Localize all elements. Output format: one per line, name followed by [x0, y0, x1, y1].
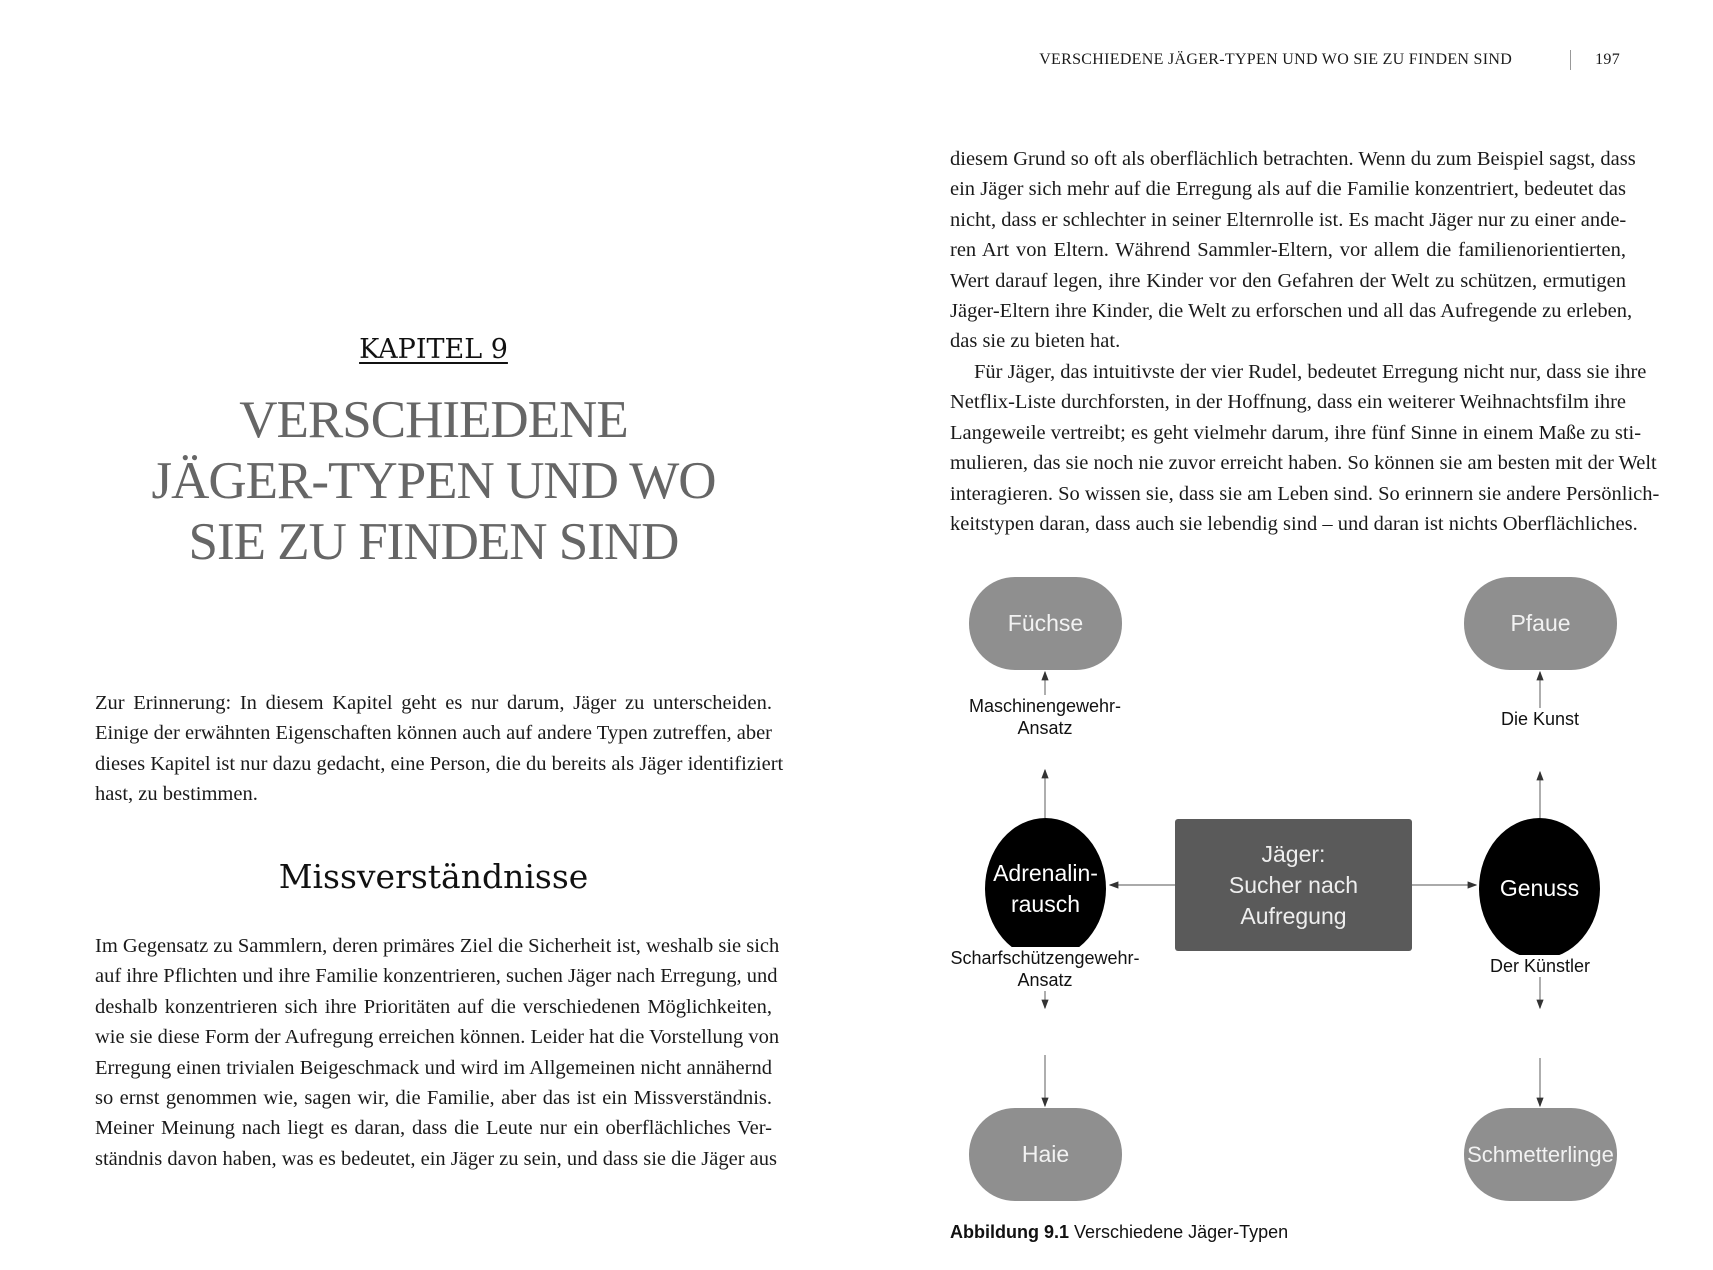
figure-caption — [950, 1222, 1288, 1243]
text-line: Wert darauf legen, ihre Kinder vor den Gefahren der Welt zu schützen, ermutigen — [950, 269, 1626, 292]
text-line: deshalb konzentrieren sich ihre Prioritäten auf die verschiedenen Möglichkeiten, — [95, 995, 772, 1018]
text-line: auf ihre Pflichten und ihre Familie konzentrieren, suchen Jäger nach Erregung, und — [95, 965, 778, 988]
text-line: mulieren, das sie noch nie zuvor erreicht haben. So können sie am besten mit der Welt — [950, 452, 1657, 475]
chapter-label: KAPITEL 9 — [359, 334, 508, 365]
text-line: Jäger-Eltern ihre Kinder, die Welt zu erforschen und all das Aufregende zu erleben, — [950, 299, 1633, 322]
text-line: das sie zu bieten hat. — [950, 330, 1121, 353]
text-line: Im Gegensatz zu Sammlern, deren primäres Ziel die Sicherheit ist, weshalb sie sich — [95, 935, 780, 957]
text-line: ständnis davon haben, was es bedeutet, ein Jäger zu sein, und dass sie die Jäger aus — [95, 1147, 778, 1170]
chapter-title-line: SIE ZU FINDEN SIND — [188, 513, 679, 571]
running-title: VERSCHIEDENE JÄGER-TYPEN UND WO SIE ZU FINDEN SIND — [1039, 51, 1513, 68]
node-line: Aufregung — [1240, 902, 1347, 929]
text-line: Zur Erinnerung: In diesem Kapitel geht es nur darum, Jäger zu unterscheiden. — [95, 692, 772, 714]
text-line: ein Jäger sich mehr auf die Erregung als auf die Familie konzentriert, bedeutet das — [950, 178, 1626, 201]
node-line: Adrenalin- — [993, 859, 1098, 886]
text-line: interagieren. So wissen sie, dass sie am Leben sind. So erinnern sie andere Persönlich- — [950, 482, 1660, 505]
node-adrenalinrausch — [985, 818, 1106, 959]
text-line: Einige der erwähnten Eigenschaften können auch auf andere Typen zutreffen, aber — [95, 722, 772, 745]
text-line: ren Art von Eltern. Während Sammler-Eltern, vor allem die familienorientierten, — [950, 239, 1626, 262]
text-line: so ernst genommen wie, sagen wir, die Familie, aber das ist ein Missverständnis. — [95, 1086, 772, 1109]
text-line: dieses Kapitel ist nur dazu gedacht, eine Person, die du bereits als Jäger identifiziert — [95, 752, 784, 775]
text-line: Langeweile vertreibt; es geht vielmehr darum, ihre fünf Sinne in einem Maße zu sti- — [950, 421, 1642, 444]
caption-label: Abbildung 9.1 — [950, 1222, 1069, 1242]
node-pfaue: Pfaue — [1464, 577, 1617, 670]
text-line: keitstypen daran, dass auch sie lebendig sind – und daran ist nichts Oberflächliches. — [950, 512, 1638, 535]
section-heading: Missverständnisse — [278, 857, 589, 896]
node-line: rausch — [1010, 890, 1081, 917]
label-line: Ansatz — [1017, 970, 1073, 990]
label-line: Scharfschützengewehr- — [950, 948, 1140, 968]
text-line: hast, zu bestimmen. — [95, 783, 258, 806]
text-line: nicht, dass er schlechter in seiner Elternrolle ist. Es macht Jäger nur zu einer ande- — [950, 208, 1627, 231]
edge-label-der-kuenstler: Der Künstler — [1470, 955, 1610, 977]
page-number: 197 — [1595, 51, 1620, 68]
node-schmetterlinge: Schmetterlinge — [1464, 1108, 1617, 1201]
node-center-jaeger — [1175, 819, 1412, 951]
text-line: Meiner Meinung nach liegt es daran, dass die Leute nur ein oberflächliches Ver- — [95, 1117, 772, 1140]
text-line: wie sie diese Form der Aufregung erreichen können. Leider hat die Vorstellung von — [95, 1026, 780, 1049]
node-line: Jäger: — [1261, 840, 1326, 867]
label-line: Ansatz — [1017, 718, 1073, 738]
node-haie: Haie — [969, 1108, 1122, 1201]
text-line: Für Jäger, das intuitivste der vier Rudel, bedeutet Erregung nicht nur, dass sie ihre — [974, 361, 1647, 383]
node-fuechse: Füchse — [969, 577, 1122, 670]
node-line: Sucher nach — [1228, 871, 1359, 898]
node-genuss: Genuss — [1479, 818, 1600, 959]
chapter-title-line: VERSCHIEDENE — [239, 391, 628, 449]
text-line: Erregung einen trivialen Beigeschmack und wird im Allgemeinen nicht annähernd — [95, 1056, 772, 1079]
text-line: diesem Grund so oft als oberflächlich betrachten. Wenn du zum Beispiel sagst, dass — [950, 148, 1636, 170]
edge-label-maschinengewehr — [945, 695, 1145, 739]
edge-label-scharfschuetzengewehr — [930, 947, 1160, 991]
caption-text: Verschiedene Jäger-Typen — [1074, 1222, 1289, 1242]
chapter-title-line: JÄGER-TYPEN UND WO — [151, 452, 716, 510]
text-line: Netflix-Liste durchforsten, in der Hoffnung, dass ein weiterer Weihnachtsfilm ihre — [950, 391, 1626, 414]
label-line: Maschinengewehr- — [968, 696, 1122, 716]
edge-label-die-kunst: Die Kunst — [1480, 708, 1600, 730]
